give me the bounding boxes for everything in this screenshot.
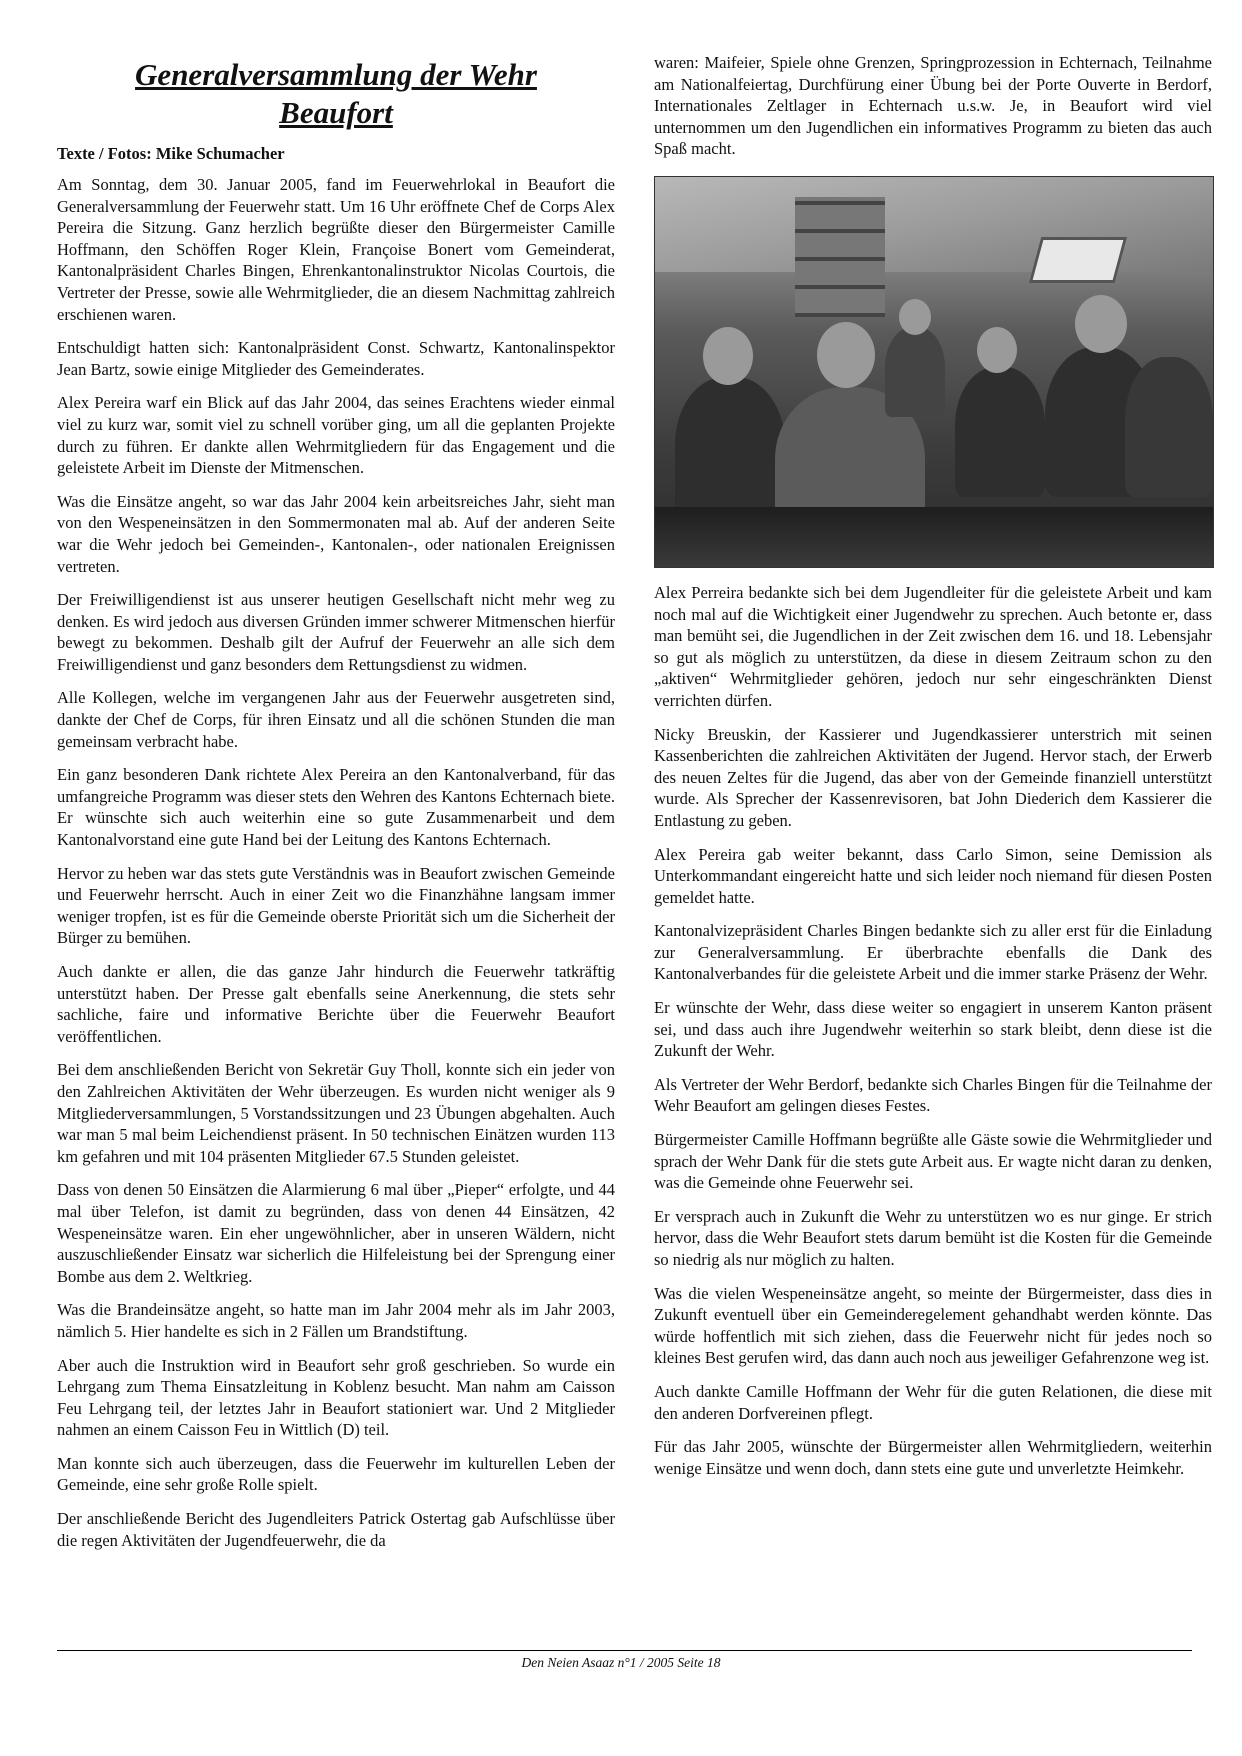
- article-paragraph: Alex Pereira gab weiter bekannt, dass Carlo Simon, seine Demission als Unterkommandant eingereicht hatte und sich leider noch niemand für diesen Posten gemeldet hatte.: [654, 844, 1212, 907]
- byline: Texte / Fotos: Mike Schumacher: [57, 144, 285, 163]
- article-paragraph: Dass von denen 50 Einsätzen die Alarmierung 6 mal über „Pieper“ erfolgte, und 44 mal über Telefon, ist damit zu begründen, dass von denen 44 Einsätzen, 42 Wespeneinsätze waren. Ein eher ungewöhnlicher, aber in unseren Wäldern, nicht auszuschließender Einsatz war sicherlich die Hilfeleistung bei der Sprengung einer Bombe aus dem 2. Weltkrieg.: [57, 1180, 615, 1286]
- article-paragraph: Man konnte sich auch überzeugen, dass die Feuerwehr im kulturellen Leben der Gemeinde, eine sehr große Rolle spielt.: [57, 1453, 615, 1495]
- article-paragraph: Was die vielen Wespeneinsätze angeht, so meinte der Bürgermeister, dass dies in Zukunft eventuell über ein Gemeinderegelement gehandhabt werden könnte. Das würde hoffentlich mit sich ziehen, dass die Feuerwehr nicht für jedes noch so kleines Best gerufen wird, das dann auch noch aus jeweiliger Gefahrenzone weg ist.: [654, 1283, 1212, 1368]
- article-paragraph: Aber auch die Instruktion wird in Beaufort sehr groß geschrieben. So wurde ein Lehrgang zum Thema Einsatzleitung in Koblenz besucht. Man nahm am Caisson Feu Lehrgang teil, der letztes Jahr in Beaufort stationiert war. Und 2 Mitglieder nahmen an einem Caisson Feu in Wittlich (D) teil.: [57, 1355, 615, 1440]
- assembly-photo: [654, 176, 1214, 568]
- article-paragraph: Auch dankte Camille Hoffmann der Wehr für die guten Relationen, die diese mit den anderen Dorfvereinen pflegt.: [654, 1381, 1212, 1423]
- article-title: [57, 56, 615, 132]
- title-line-2: Beaufort: [279, 95, 393, 130]
- article-paragraph: Der Freiwilligendienst ist aus unserer heutigen Gesellschaft nicht mehr weg zu denken. Es wird jedoch aus diversen Gründen immer schwerer Mitmenschen hierfür bewegt zu bekommen. Deshalb gilt der Aufruf der Feuerwehr an alle sich dem Freiwilligendienst und ganz besonders dem Rettungsdienst zu widmen.: [57, 590, 615, 674]
- page-footer: Den Neien Asaaz n°1 / 2005 Seite 18: [521, 1655, 721, 1670]
- article-paragraph: Bürgermeister Camille Hoffmann begrüßte alle Gäste sowie die Wehrmitglieder und sprach der Wehr Dank für die stets gute Arbeit aus. Er wagte nicht daran zu denken, was die Gemeinde ohne Feuerwehr sei.: [654, 1130, 1212, 1193]
- article-paragraph: Was die Brandeinsätze angeht, so hatte man im Jahr 2004 mehr als im Jahr 2003, nämlich 5. Hier handelte es sich in 2 Fällen um Brandstiftung.: [57, 1300, 615, 1341]
- footer-divider: [57, 1650, 1192, 1651]
- article-paragraph: Alex Pereira warf ein Blick auf das Jahr 2004, das seines Erachtens wieder einmal viel zu kurz war, somit viel zu schnell vorüber ging, um all die geplanten Projekte durch zu führen. Er dankte allen Wehrmitgliedern für das Engagement und die geleistete Arbeit im Dienste der Mitmenschen.: [57, 393, 615, 478]
- title-line-1: Generalversammlung der Wehr: [135, 57, 537, 92]
- article-paragraph: Alex Perreira bedankte sich bei dem Jugendleiter für die geleistete Arbeit und kam noch mal auf die Wichtigkeit einer Jugendwehr zu sprechen. Auch betonte er, dass man bemüht sei, die Jugendlichen in der Zeit zwischen dem 16. und 18. Lebensjahr so gut als möglich zu unterstützen, da diese in diesem Zeitraum schon zu den „aktiven“ Wehrmitglieder gehören, jedoch nur sehr eingeschränkten Dienst verrichten dürfen.: [654, 582, 1212, 710]
- article-paragraph: Kantonalvizepräsident Charles Bingen bedankte sich zu aller erst für die Einladung zur Generalversammlung. Er überbrachte ebenfalls die Dank des Kantonalverbandes für die geleistete Arbeit und die immer starke Präsenz der Wehr.: [654, 921, 1212, 984]
- article-paragraph: Der anschließende Bericht des Jugendleiters Patrick Ostertag gab Aufschlüsse über die regen Aktivitäten der Jugendfeuerwehr, die da: [57, 1509, 615, 1550]
- article-paragraph: Für das Jahr 2005, wünschte der Bürgermeister allen Wehrmitgliedern, weiterhin wenige Einsätze und wenn doch, dann stets eine gute und unverletzte Heimkehr.: [654, 1437, 1212, 1478]
- right-intro-paragraph: waren: Maifeier, Spiele ohne Grenzen, Springprozession in Echternach, Teilnahme am Nationalfeiertag, Durchfürung einer Übung bei der Porte Ouverte in Berdorf, Internationales Zeltlager in Echternach u.s.w. Je, in Beaufort wird viel unternommen um den Jugendlichen ein informatives Programm zu bieten das auch Spaß macht.: [654, 53, 1212, 159]
- article-paragraph: Was die Einsätze angeht, so war das Jahr 2004 kein arbeitsreiches Jahr, sieht man von den Wespeneinsätzen in den Sommermonaten mal ab. Auf der anderen Seite war die Wehr jedoch bei Gemeinden-, Kantonalen-, oder nationalen Ereignissen vertreten.: [57, 491, 615, 576]
- article-paragraph: Er versprach auch in Zukunft die Wehr zu unterstützen wo es nur ginge. Er strich hervor, dass die Wehr Beaufort stets darum bemüht ist die Kosten für die Gemeinde so niedrig als nur möglich zu halten.: [654, 1206, 1212, 1269]
- article-paragraph: Am Sonntag, dem 30. Januar 2005, fand im Feuerwehrlokal in Beaufort die Generalversammlung der Feuerwehr statt. Um 16 Uhr eröffnete Chef de Corps Alex Pereira die Sitzung. Ganz herzlich begrüßte dieser den Bürgermeister Camille Hoffmann, den Schöffen Roger Klein, Françoise Bonert vom Gemeinderat, Kantonalpräsident Charles Bingen, Ehrenkantonalinstruktor Nicolas Courtois, die Vertreter der Presse, sowie alle Wehrmitglieder, die an diesem Nachmittag zahlreich erschienen waren.: [57, 175, 615, 324]
- article-paragraph: Auch dankte er allen, die das ganze Jahr hindurch die Feuerwehr tatkräftig unterstützt haben. Der Presse galt ebenfalls seine Anerkennung, die stets sehr sachliche, faire und informative Berichte über die Feuerwehr Beaufort veröffentlichen.: [57, 962, 615, 1046]
- article-paragraph: Hervor zu heben war das stets gute Verständnis was in Beaufort zwischen Gemeinde und Feuerwehr herrscht. Auch in einer Zeit wo die Finanzhähne langsam immer weniger tropfen, ist es für die Gemeinde oberste Priorität sich um die Sicherheit der Bürger zu bemühen.: [57, 863, 615, 948]
- article-paragraph: Alle Kollegen, welche im vergangenen Jahr aus der Feuerwehr ausgetreten sind, dankte der Chef de Corps, für ihren Einsatz und all die schönen Stunden die man gemeinsam verbracht habe.: [57, 688, 615, 751]
- article-paragraph: Ein ganz besonderen Dank richtete Alex Pereira an den Kantonalverband, für das umfangreiche Programm was dieser stets den Wehren des Kantons Echternach biete. Er wünschte sich auch weiterhin eine so gute Zusammenarbeit und dem Kantonalvorstand eine gute Hand bei der Leitung des Kantons Echternach.: [57, 765, 615, 850]
- article-paragraph: Entschuldigt hatten sich: Kantonalpräsident Const. Schwartz, Kantonalinspektor Jean Bartz, sowie einige Mitglieder des Gemeinderates.: [57, 338, 615, 379]
- article-paragraph: Bei dem anschließenden Bericht von Sekretär Guy Tholl, konnte sich ein jeder von den Zahlreichen Aktivitäten der Wehr überzeugen. Es wurden nicht weniger als 9 Mitgliederversammlungen, 5 Vorstandssitzungen und 23 Übungen abgehalten. Auch war man 5 mal beim Leichendienst präsent. In 50 technischen Einätzen wurden 113 km gefahren und mit 104 präsenten Mitglieder 67.5 Stunden geleistet.: [57, 1060, 615, 1166]
- right-column: [654, 52, 1212, 1491]
- article-paragraph: Er wünschte der Wehr, dass diese weiter so engagiert in unserem Kanton präsent sei, und dass auch ihre Jugendwehr weiterhin so stark bleibt, denn diese ist die Zukunft der Wehr.: [654, 998, 1212, 1061]
- left-column: [57, 52, 615, 1563]
- right-paragraphs: [654, 582, 1212, 1479]
- article-paragraph: Nicky Breuskin, der Kassierer und Jugendkassierer unterstrich mit seinen Kassenberichten die zahlreichen Aktivitäten der Jugend. Hervor stach, der Erwerb des neuen Zeltes für die Jugend, das aber von der Gemeinde finanziell unterstützt wurde. Als Sprecher der Kassenrevisoren, bat John Diederich dem Kassierer die Entlastung zu geben.: [654, 724, 1212, 830]
- left-paragraphs: [57, 174, 615, 1551]
- article-paragraph: Als Vertreter der Wehr Berdorf, bedankte sich Charles Bingen für die Teilnahme der Wehr Beaufort am gelingen dieses Festes.: [654, 1074, 1212, 1116]
